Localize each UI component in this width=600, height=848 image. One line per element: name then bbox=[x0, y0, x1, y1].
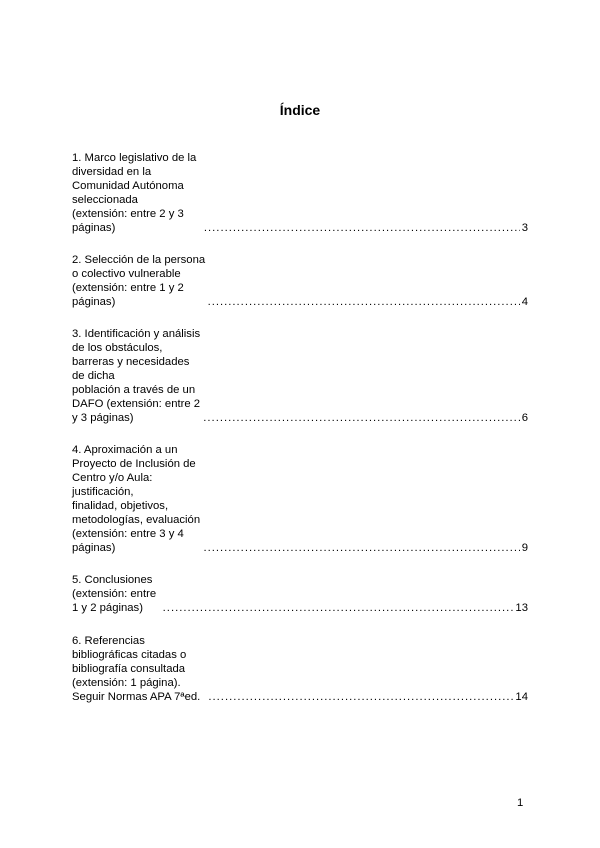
toc-entry-page: 6 bbox=[521, 412, 528, 424]
toc-entry-text: 3. Identificación y análisis de los obstáculos, barreras y necesidades de dicha población a través de un DAFO (extensión: entre 2 y 3 páginas) bbox=[72, 328, 201, 424]
toc-entry-3[interactable] bbox=[72, 327, 528, 425]
page-number: 1 bbox=[517, 797, 524, 809]
table-of-contents bbox=[72, 151, 528, 722]
toc-dot-leader bbox=[204, 221, 520, 235]
toc-dot-leader bbox=[208, 690, 513, 704]
toc-entry-text: 5. Conclusiones (extensión: entre 1 y 2 páginas) bbox=[72, 574, 157, 614]
toc-entry-4[interactable] bbox=[72, 443, 528, 555]
toc-entry-text: 2. Selección de la persona o colectivo vulnerable (extensión: entre 1 y 2 páginas) bbox=[72, 254, 206, 308]
toc-entry-page: 3 bbox=[521, 222, 528, 234]
toc-entry-2[interactable] bbox=[72, 253, 528, 309]
toc-entry-text: 6. Referencias bibliográficas citadas o bibliografía consultada (extensión: 1 página). Seguir Normas APA 7ªed. bbox=[72, 635, 201, 703]
toc-dot-leader bbox=[203, 411, 519, 425]
toc-entry-1[interactable] bbox=[72, 151, 528, 235]
toc-dot-leader bbox=[163, 601, 514, 615]
toc-entry-5[interactable] bbox=[72, 573, 528, 615]
toc-entry-page: 4 bbox=[521, 296, 528, 308]
toc-entry-page: 13 bbox=[515, 602, 528, 614]
toc-entry-6[interactable] bbox=[72, 634, 528, 704]
toc-entry-page: 9 bbox=[521, 542, 528, 554]
toc-dot-leader bbox=[203, 541, 519, 555]
page-title: Índice bbox=[279, 102, 321, 118]
toc-entry-text: 4. Aproximación a un Proyecto de Inclusión de Centro y/o Aula: justificación, finalidad, objetivos, metodologías, evaluación (extensión: entre 3 y 4 páginas) bbox=[72, 444, 201, 554]
toc-entry-page: 14 bbox=[515, 691, 528, 703]
toc-dot-leader bbox=[208, 295, 520, 309]
toc-entry-text: 1. Marco legislativo de la diversidad en la Comunidad Autónoma seleccionada (extensión: entre 2 y 3 páginas) bbox=[72, 152, 197, 234]
